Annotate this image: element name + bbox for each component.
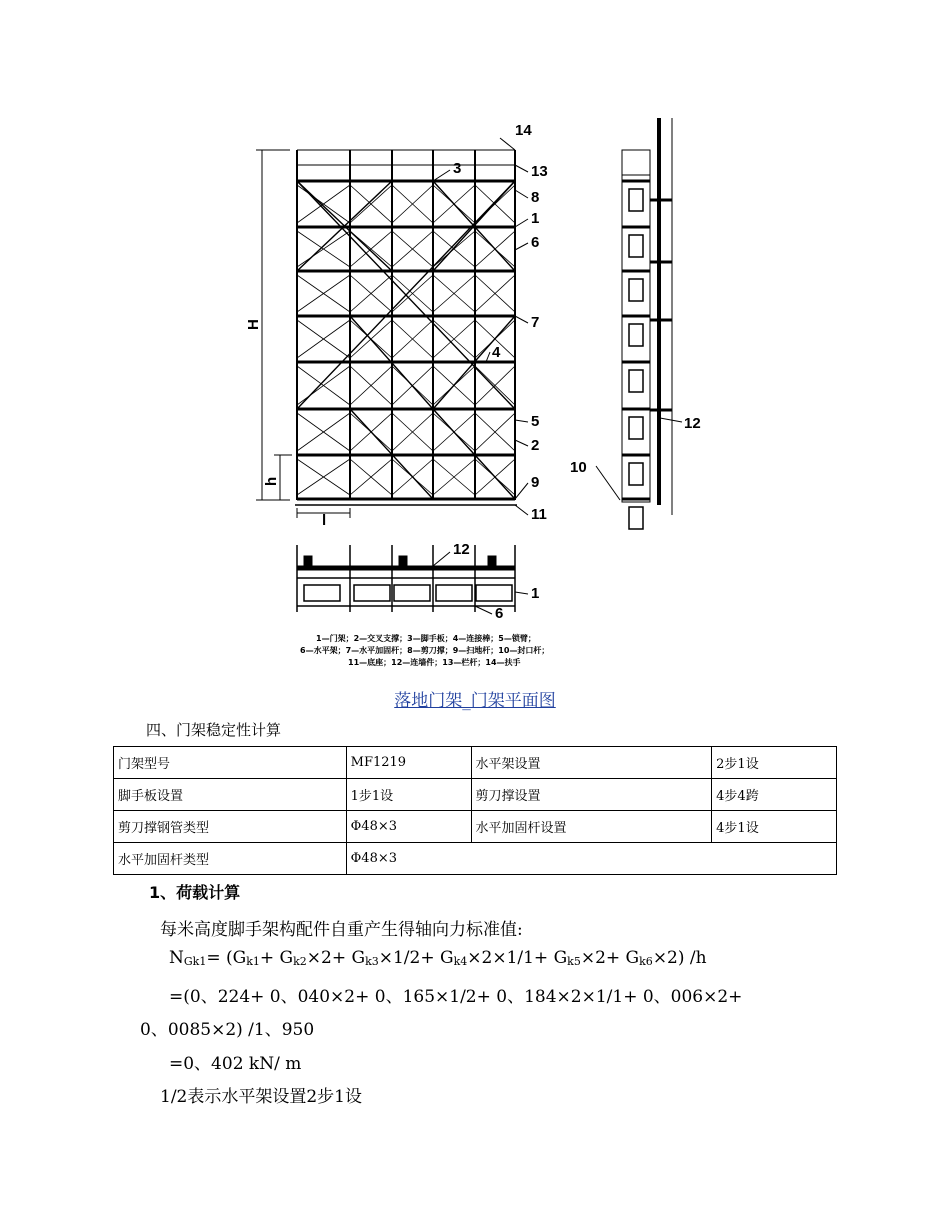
leader-line <box>660 418 682 422</box>
leader-line <box>515 219 528 227</box>
callout-label: 4 <box>492 344 501 361</box>
table-cell: 水平架设置 <box>471 747 712 779</box>
table-cell: 剪刀撑设置 <box>471 779 712 811</box>
plan-anchor <box>399 556 407 566</box>
side-panel <box>629 235 643 257</box>
plan-panel <box>436 585 472 601</box>
calc-line-3: 0、0085×2) /1、950 <box>140 1020 315 1040</box>
leader-line <box>515 243 528 250</box>
dimension-label-l: l <box>322 512 327 529</box>
leader-line <box>515 420 528 422</box>
callout-label: 7 <box>531 314 540 331</box>
plan-panel <box>476 585 512 601</box>
callout-label: 10 <box>570 459 587 476</box>
front-elevation <box>256 150 517 518</box>
calc-line-2: =(0、224+ 0、040×2+ 0、165×1/2+ 0、184×2×1/1+ 0、006×2+ <box>169 987 743 1007</box>
table-row <box>114 747 837 779</box>
table-cell: 脚手板设置 <box>114 779 347 811</box>
table-cell: 门架型号 <box>114 747 347 779</box>
side-panel <box>629 324 643 346</box>
table-row <box>114 779 837 811</box>
section-title: 四、门架稳定性计算 <box>146 721 282 739</box>
plan-anchor <box>488 556 496 566</box>
table-cell: MF1219 <box>346 747 471 779</box>
leader-line <box>500 138 515 150</box>
side-panel <box>629 370 643 392</box>
calc-intro: 每米高度脚手架构配件自重产生得轴向力标准值: <box>160 920 523 940</box>
side-frame <box>622 150 650 502</box>
plan-view <box>297 545 515 612</box>
leader-line <box>515 592 528 594</box>
plan-panel <box>304 585 340 601</box>
dimension-label-h: h <box>263 476 280 486</box>
table-cell: 水平加固杆类型 <box>114 843 347 875</box>
spec-table <box>113 746 837 875</box>
side-panel <box>629 279 643 301</box>
leader-line <box>515 440 528 446</box>
side-panel <box>629 189 643 211</box>
table-cell: 剪刀撑钢管类型 <box>114 811 347 843</box>
callout-label: 3 <box>453 160 462 177</box>
callout-label: 6 <box>495 605 504 622</box>
callout-label: 6 <box>531 234 540 251</box>
calc-formula: $N_{Gk1}= (G_{k1}+ G_{k2}\times 2+ G_{k3}\times 1/2+ G_{k4}\times 2\times 1/1+ G_{k5}\times 2+ G_{k6}\times 2)$ /h <box>169 948 707 968</box>
side-panel <box>629 507 643 529</box>
callout-label: 12 <box>453 541 470 558</box>
callout-label: 1 <box>531 585 540 602</box>
leader-line <box>515 316 528 323</box>
plan-panel <box>394 585 430 601</box>
plan-anchor <box>304 556 312 566</box>
legend-line-3: 11—底座；12—连墙件；13—栏杆；14—扶手 <box>348 658 521 667</box>
legend-line-2: 6—水平架；7—水平加固杆；8—剪刀撑；9—扫地杆；10—封口杆； <box>300 646 550 655</box>
leader-line <box>515 165 528 172</box>
table-cell: Φ48×3 <box>346 811 471 843</box>
leader-line <box>596 466 620 500</box>
callout-label: 11 <box>531 506 547 523</box>
callout-label: 1 <box>531 210 540 227</box>
callout-label: 14 <box>515 122 532 139</box>
legend-line-1: 1—门架；2—交叉支撑；3—脚手板；4—连接棒；5—锁臂； <box>316 634 536 643</box>
callout-label: 2 <box>531 437 540 454</box>
callout-label: 5 <box>531 413 540 430</box>
table-cell: 4步4跨 <box>712 779 837 811</box>
side-panel <box>629 417 643 439</box>
table-cell: 水平加固杆设置 <box>471 811 712 843</box>
figure-caption-link[interactable]: 落地门架_门架平面图 <box>394 691 556 711</box>
table-cell: 2步1设 <box>712 747 837 779</box>
leader-line <box>475 606 492 614</box>
leader-line <box>515 483 528 499</box>
table-cell: 1步1设 <box>346 779 471 811</box>
leader-line <box>515 505 528 515</box>
calc-note: 1/2表示水平架设置2步1设 <box>160 1087 362 1107</box>
table-row <box>114 811 837 843</box>
callout-label: 8 <box>531 189 540 206</box>
dimension-label-H: H <box>245 319 262 330</box>
table-row <box>114 843 837 875</box>
calc-line-4: =0、402 kN/ m <box>169 1054 302 1074</box>
side-panel <box>629 463 643 485</box>
callout-label: 13 <box>531 163 548 180</box>
table-cell: 4步1设 <box>712 811 837 843</box>
plan-panel <box>354 585 390 601</box>
leader-line <box>515 190 528 198</box>
leader-line <box>433 552 450 566</box>
calc-heading: 1、荷载计算 <box>149 883 241 902</box>
side-elevation <box>622 118 672 529</box>
callout-label: 12 <box>684 415 701 432</box>
table-cell: Φ48×3 <box>346 843 836 875</box>
leader-line <box>433 170 450 181</box>
callout-label: 9 <box>531 474 540 491</box>
